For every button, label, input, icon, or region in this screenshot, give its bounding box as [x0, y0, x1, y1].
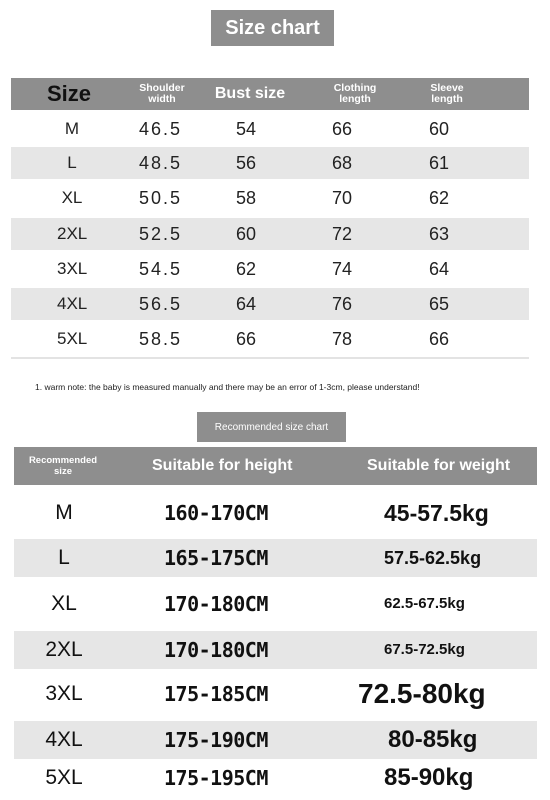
cell-sleeve: 64 — [429, 259, 450, 279]
cell-size: XL — [51, 592, 77, 615]
cell-height: 165-175CM — [164, 546, 268, 570]
cell-bust: 62 — [236, 259, 257, 279]
cell-weight: 67.5-72.5kg — [384, 641, 465, 658]
table-divider — [11, 357, 529, 359]
cell-clothing: 66 — [332, 119, 353, 139]
table-row — [11, 113, 529, 145]
header-shoulder-line2: width — [148, 93, 176, 105]
warm-note: 1. warm note: the baby is measured manually and there may be an error of 1-3cm, please understand! — [35, 382, 420, 392]
cell-size: M — [55, 501, 73, 524]
header-suitable-weight: Suitable for weight — [367, 457, 511, 474]
size-chart-title: Size chart — [211, 10, 334, 46]
table-row — [14, 721, 537, 759]
cell-size: 4XL — [57, 294, 88, 313]
cell-height: 170-180CM — [164, 638, 268, 662]
table-row — [14, 494, 537, 532]
cell-size: 2XL — [45, 638, 83, 661]
table-row — [11, 147, 529, 179]
table-row — [14, 759, 537, 797]
header-clothing-line1: Clothing — [333, 82, 377, 94]
header-suitable-height: Suitable for height — [152, 457, 293, 474]
cell-size: 5XL — [57, 329, 88, 348]
header-shoulder-width — [129, 83, 195, 105]
cell-bust: 54 — [236, 119, 257, 139]
cell-height: 170-180CM — [164, 592, 268, 616]
cell-weight: 62.5-67.5kg — [384, 595, 465, 612]
cell-weight: 85-90kg — [384, 764, 474, 791]
cell-sleeve: 62 — [429, 188, 450, 208]
header-sleeve-line1: Sleeve — [430, 82, 464, 94]
cell-size: L — [67, 153, 77, 172]
cell-weight: 45-57.5kg — [384, 500, 489, 526]
header-clothing-line2: length — [339, 93, 371, 105]
cell-shoulder: 46.5 — [139, 119, 183, 139]
cell-weight: 72.5-80kg — [358, 678, 486, 709]
header-size: Size — [47, 81, 92, 106]
cell-size: M — [64, 119, 80, 138]
cell-size: 3XL — [45, 682, 83, 705]
cell-bust: 64 — [236, 294, 257, 314]
cell-size: 4XL — [45, 728, 83, 751]
header-shoulder-line1: Shoulder — [139, 82, 185, 94]
table-row — [14, 585, 537, 623]
cell-height: 160-170CM — [164, 501, 268, 525]
table-row — [14, 539, 537, 577]
cell-sleeve: 61 — [429, 153, 450, 173]
cell-bust: 66 — [236, 329, 257, 349]
table-row — [11, 323, 529, 355]
cell-size: XL — [61, 188, 83, 207]
cell-clothing: 68 — [332, 153, 353, 173]
cell-size: 3XL — [57, 259, 88, 278]
header-recommended-line2: size — [54, 466, 72, 477]
cell-clothing: 72 — [332, 224, 353, 244]
cell-shoulder: 50.5 — [139, 188, 183, 208]
table-row — [11, 253, 529, 285]
cell-bust: 56 — [236, 153, 257, 173]
cell-shoulder: 56.5 — [139, 294, 183, 314]
cell-sleeve: 65 — [429, 294, 450, 314]
cell-shoulder: 48.5 — [139, 153, 183, 173]
cell-weight: 57.5-62.5kg — [384, 548, 482, 568]
recommended-size-chart-title: Recommended size chart — [197, 412, 346, 442]
header-clothing-length — [317, 83, 393, 105]
cell-size: L — [58, 546, 70, 569]
cell-sleeve: 63 — [429, 224, 450, 244]
header-recommended-size — [17, 455, 109, 477]
cell-height: 175-195CM — [164, 766, 268, 790]
cell-clothing: 74 — [332, 259, 353, 279]
table-row — [11, 182, 529, 214]
cell-size: 2XL — [57, 224, 88, 243]
cell-weight: 80-85kg — [388, 726, 478, 753]
header-sleeve-length — [417, 83, 477, 105]
cell-height: 175-185CM — [164, 682, 268, 706]
cell-sleeve: 60 — [429, 119, 450, 139]
header-recommended-line1: Recommended — [28, 455, 98, 466]
cell-clothing: 78 — [332, 329, 353, 349]
table-row — [11, 288, 529, 320]
recommended-header — [14, 447, 537, 485]
cell-shoulder: 52.5 — [139, 224, 183, 244]
size-chart-header — [11, 78, 529, 110]
cell-bust: 58 — [236, 188, 257, 208]
table-row — [14, 675, 537, 713]
cell-shoulder: 58.5 — [139, 329, 183, 349]
table-row — [11, 218, 529, 250]
cell-bust: 60 — [236, 224, 257, 244]
table-row — [14, 631, 537, 669]
cell-shoulder: 54.5 — [139, 259, 183, 279]
cell-size: 5XL — [45, 766, 83, 789]
header-sleeve-line2: length — [431, 93, 463, 105]
cell-height: 175-190CM — [164, 728, 268, 752]
cell-sleeve: 66 — [429, 329, 450, 349]
header-bust-size: Bust size — [214, 85, 286, 102]
cell-clothing: 76 — [332, 294, 353, 314]
cell-clothing: 70 — [332, 188, 353, 208]
